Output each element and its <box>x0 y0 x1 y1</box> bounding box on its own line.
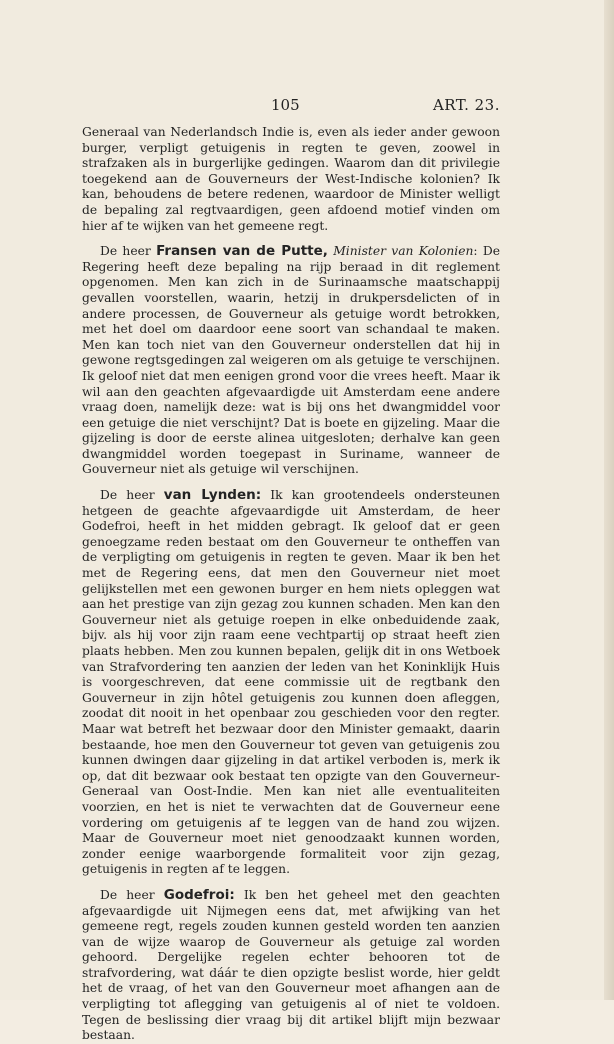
speaker-prefix: De heer <box>100 244 157 259</box>
page-header <box>80 96 500 116</box>
paragraph-fransen <box>82 244 500 478</box>
speaker-prefix: De heer <box>100 887 164 902</box>
paragraph-godefroi <box>82 888 500 1044</box>
paragraph-text: : De Regering heeft deze bepaling na rijp beraad in dit reglement opgenomen. Men kan zich in de Surinaamsche maatschappij gevallen voorstellen, waarin, hetzij in drukpersdelicten of in andere processen, de Gouverneur als getuige wordt betrokken, met het doel om daardoor eene soort van schandaal te maken. Men kan toch niet van den Gouverneur onderstellen dat hij in gewone regtsgedingen zal weigeren om als getuige te verschijnen. Ik geloof niet dat men eenigen grond voor die vrees heeft. Maar ik wil aan den geachten afgevaardigde uit Amsterdam eene andere vraag doen, namelijk deze: wat is bij ons het dwangmiddel voor een getuige die niet verschijnt? Dat is boete en gijzeling. Maar die gijzeling is door de eerste alinea uitgesloten; derhalve kan geen dwangmiddel worden toegepast in Suriname, wanneer de Gouverneur niet als getuige wil verschijnen. <box>82 244 500 477</box>
paragraph-text: Generaal van Nederlandsch Indie is, even als ieder ander gewoon burger, verpligt getuigenis in regten te geven, zoowel in strafzaken als in burgerlijke gedingen. Waarom dan dit privilegie toegekend aan de Gouverneurs der West-Indische kolonien? Ik kan, behoudens de betere redenen, waardoor de Minister welligt de bepaling zal regtvaardigen, geen afdoend motief vinden om hier af te wijken van het gemeene regt. <box>82 125 500 233</box>
article-reference: ART. 23. <box>432 96 500 114</box>
speaker-title: Minister van Kolonien <box>327 244 474 259</box>
paragraph-text: Ik ben het geheel met den geachten afgevaardigde uit Nijmegen eens dat, met afwijking van het gemeene regt, regels zouden kunnen gesteld worden ten aanzien van de wijze waarop de Gouverneur als getuige zal worden gehoord. Dergelijke regelen echter behooren tot de strafvordering, wat dáár te dien opzigte beslist worde, hier geldt het de vraag, of het van den Gouverneur moet afhangen aan de verpligting tot aflegging van getuigenis al of niet te voldoen. Tegen de beslissing dier vraag bij dit artikel blijft mijn bezwaar bestaan. <box>82 887 501 1043</box>
paragraph-continuation <box>82 125 500 234</box>
speaker-prefix: De heer <box>100 488 164 503</box>
paragraph-text: Ik kan grootendeels ondersteunen hetgeen de geachte afgevaardigde uit Amsterdam, de heer Godefroi, heeft in het midden gebragt. Ik geloof dat er geen genoegzame reden bestaat om den Gouverneur te ontheffen van de verpligting om getuigenis in regten te geven. Maar ik ben het met de Regering eens, dat men den Gouverneur niet moet gelijkstellen met een gewonen burger en hem niets opleggen wat aan het prestige van zijn gezag zou kunnen schaden. Men kan den Gouverneur niet als getuige roepen in elke onbeduidende zaak, bijv. als hij voor zijn raam eene vechtpartij op straat heeft zien plaats hebben. Men zou kunnen bepalen, gelijk dit in ons Wetboek van Strafvordering ten aanzien der leden van het Koninklijk Huis is voorgeschreven, dat eene commissie uit de regtbank den Gouverneur in zijn hôtel getuigenis zou kunnen doen afleggen, zoodat dit nooit in het openbaar zou geschieden voor den regter. Maar wat betreft het bezwaar door den Minister gemaakt, daarin bestaande, hoe men den Gouverneur tot geven van getuigenis zou kunnen dwingen daar gijzeling in dat artikel verboden is, merk ik op, dat dit bezwaar ook bestaat ten opzigte van den Gouverneur-Generaal van Oost-Indie. Men kan niet alle eventualiteiten voorzien, en het is niet te verwachten dat de Gouverneur eene vordering om getuigenis af te leggen van de hand zou wijzen. Maar de Gouverneur moet niet genoodzaakt kunnen worden, zonder eenige waarborgende formaliteit voor zijn gezag, getuigenis in regten af te leggen. <box>82 488 500 877</box>
speaker-name: van Lynden: <box>163 487 262 504</box>
page-number: 105 <box>271 96 300 114</box>
body-text <box>82 125 500 1044</box>
speaker-name: Godefroi: <box>163 886 235 903</box>
page-edge <box>604 0 614 1000</box>
paragraph-van-lynden <box>82 488 500 878</box>
speaker-name: Fransen van de Putte, <box>156 243 328 260</box>
